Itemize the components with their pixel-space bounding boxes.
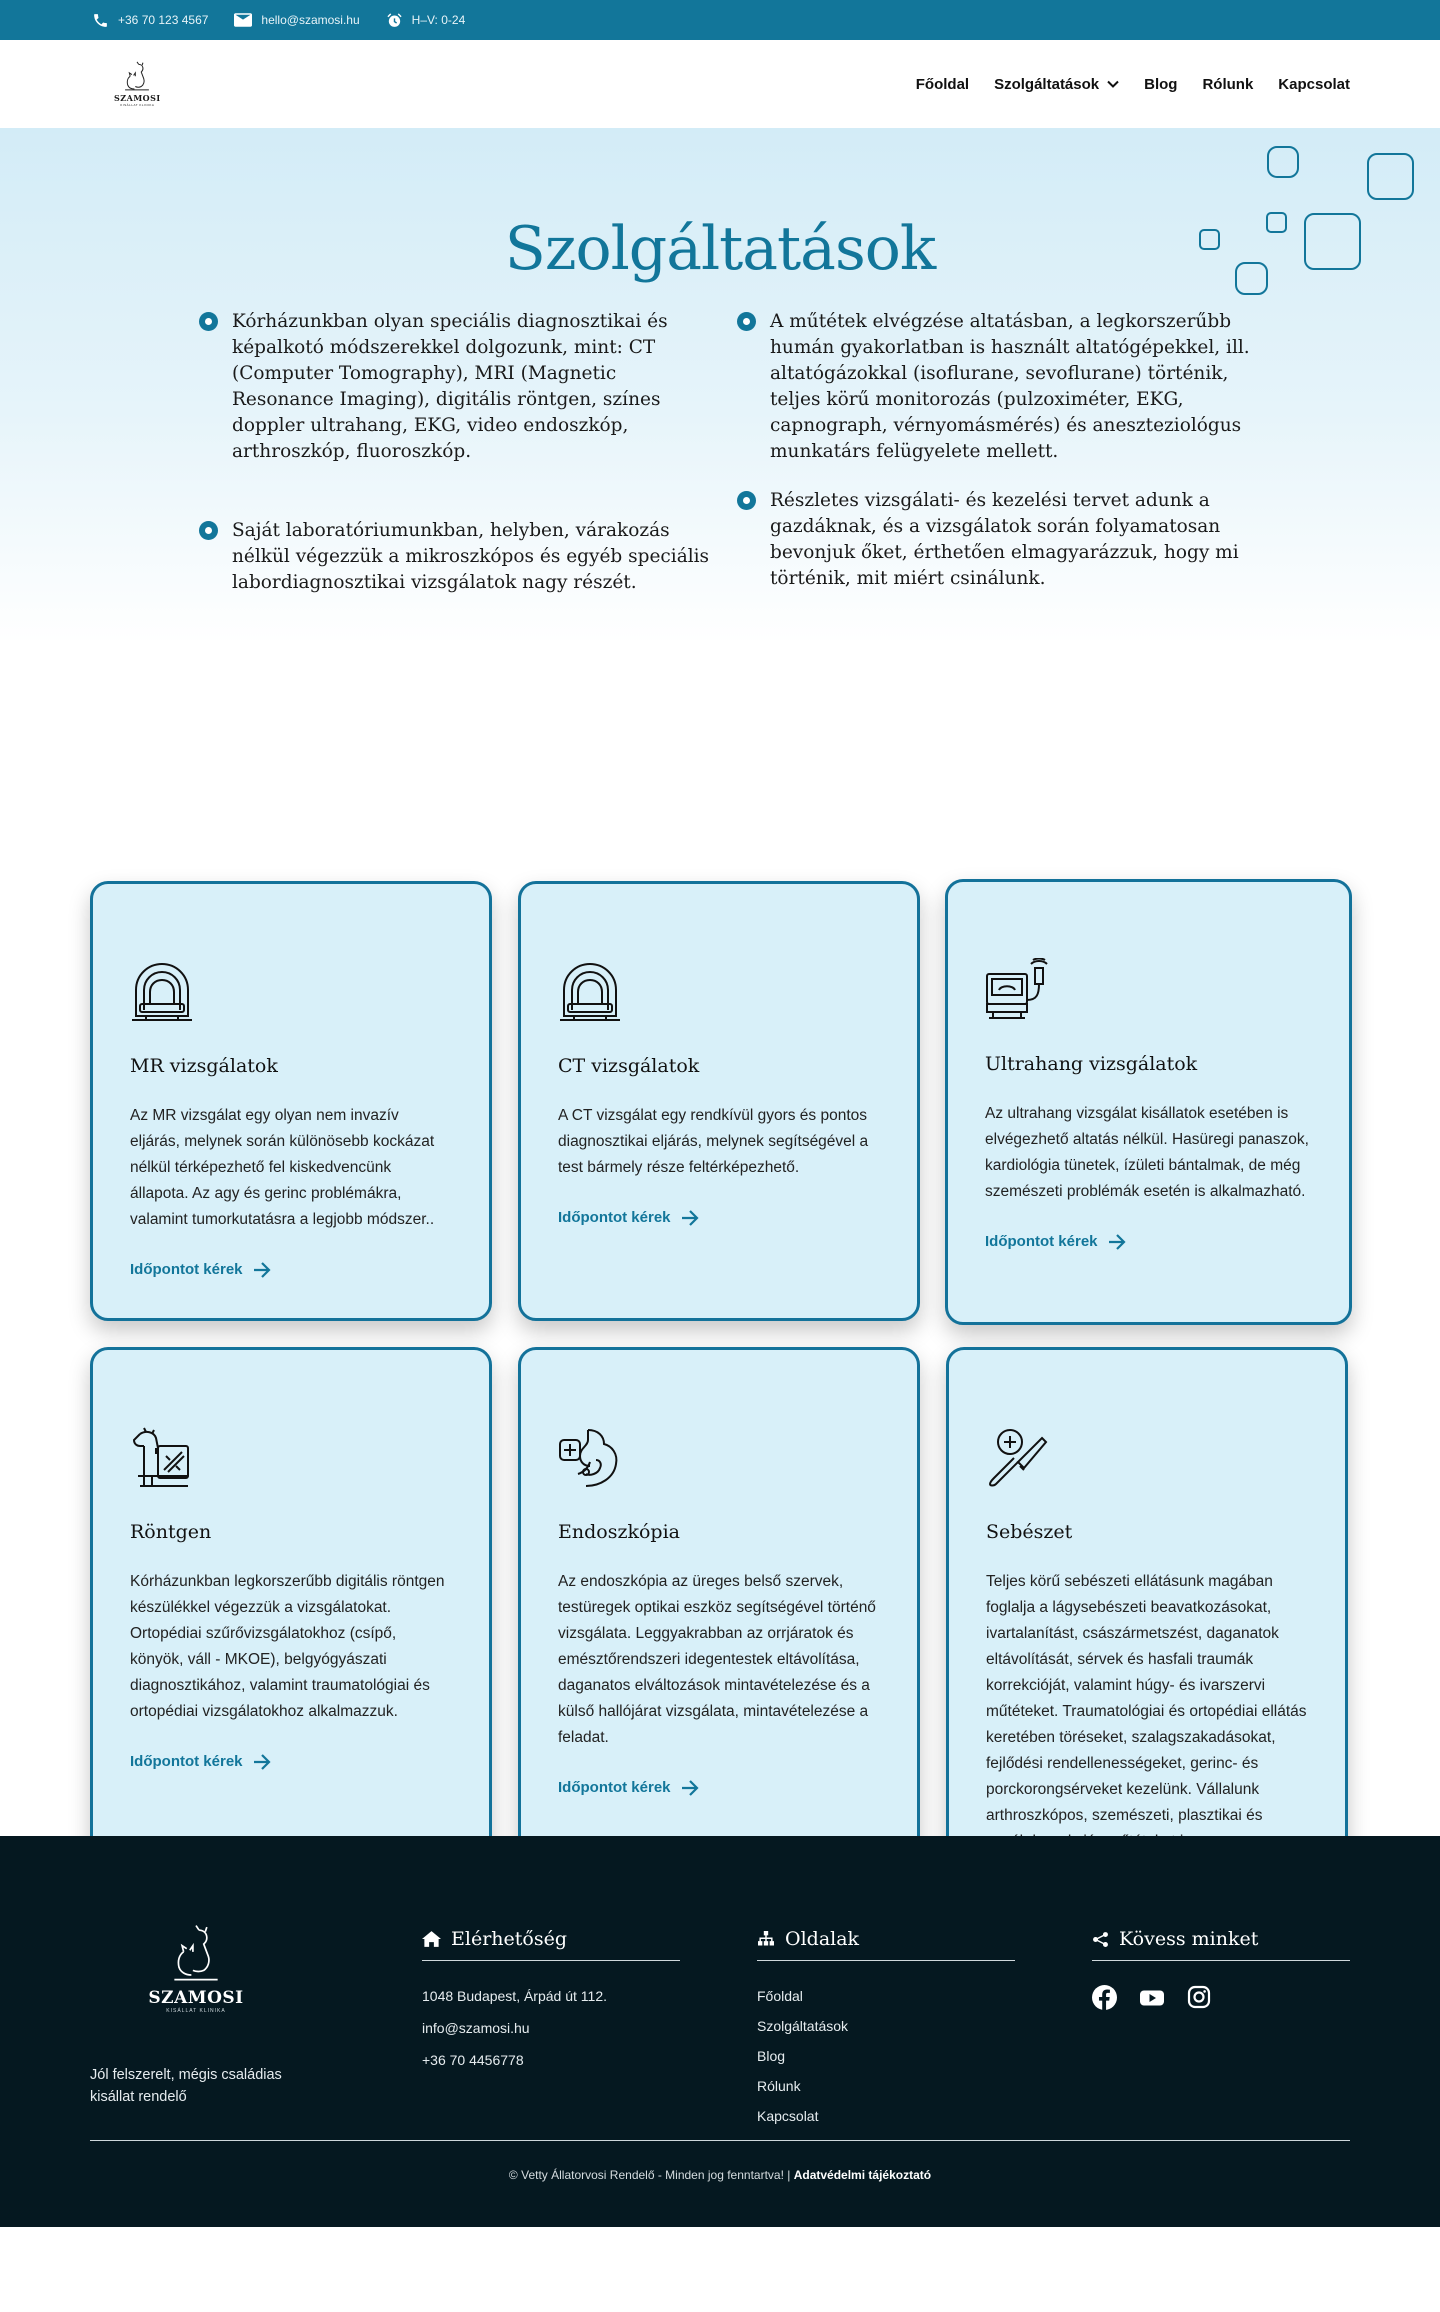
site-footer (0, 1836, 1440, 2227)
footer-tagline: Jól felszerelt, mégis családias kisállat rendelő (90, 2067, 282, 2105)
service-card-ultrasound (945, 879, 1352, 1325)
mail-icon (234, 13, 252, 27)
card-text: A CT vizsgálat egy rendkívül gyors és pontos diagnosztikai eljárás, melynek segítségével a test bármely része feltérképezhető. (558, 1107, 869, 1176)
logo-subtext: KISÁLLAT KLINIKA (120, 103, 155, 107)
card-text: Az endoszkópia az üreges belső szervek, testüregek optikai eszköz segítségével történő vizsgálata. Leggyakrabban az orrjáratok és emésztőrendszeri idegentestek eltávolítása, daganatos elváltozások mintavételezése és a külső hallójárat vizsgálata, mintavételezése a feladat. (558, 1573, 876, 1746)
footer-copyright (0, 2168, 1440, 2182)
topbar-hours-text: H–V: 0-24 (411, 13, 466, 27)
social-icons (1092, 1985, 1350, 2010)
appointment-link[interactable] (558, 1209, 881, 1226)
card-text: Az MR vizsgálat egy olyan nem invazív eljárás, melynek során különösebb kockázat nélkül térképezhető fel kiskedvencünk állapota. Az agy és gerinc problémákra, valamint tumorkutatásra a legjobb módszer.. (130, 1107, 435, 1228)
footer-social-title: Kövess minket (1119, 1928, 1259, 1950)
site-header (0, 40, 1440, 128)
bullet-dot-icon (199, 521, 218, 540)
scalpel-icon (986, 1426, 1050, 1490)
nav-item-blog[interactable]: Blog (1144, 75, 1178, 93)
footer-phone[interactable]: +36 70 4456778 (422, 2052, 524, 2068)
appointment-link[interactable] (558, 1779, 881, 1796)
logo-text: SZAMOSI (114, 93, 161, 103)
footer-social (1092, 1928, 1350, 2010)
sitemap-icon (757, 1931, 775, 1947)
chevron-down-icon (1107, 80, 1119, 88)
footer-link-about[interactable]: Rólunk (757, 2078, 801, 2094)
nav-item-about[interactable]: Rólunk (1202, 75, 1254, 93)
appointment-link-label: Időpontot kérek (558, 1779, 671, 1796)
bullet-text: Részletes vizsgálati- és kezelési tervet adunk a gazdáknak, és a vizsgálatok során folyamatosan bevonjuk őket, érthetően elmagyarázzuk, hogy mi történik, mit miért csinálunk. (770, 490, 1239, 589)
footer-address: 1048 Budapest, Árpád út 112. (422, 1988, 607, 2004)
service-card-ct (518, 881, 920, 1321)
topbar-phone[interactable] (92, 12, 208, 29)
bullet-column-right (737, 309, 1259, 596)
appointment-link-label: Időpontot kérek (985, 1233, 1098, 1250)
bullet-item (737, 488, 1259, 592)
arrow-right-icon (681, 1780, 699, 1796)
page-title: Szolgáltatások (504, 214, 936, 284)
main-nav (891, 76, 1350, 93)
services-cards (0, 643, 1440, 1836)
footer-link-services[interactable]: Szolgáltatások (757, 2018, 849, 2034)
footer-contact-title: Elérhetőség (451, 1928, 567, 1950)
bullet-dot-icon (737, 312, 756, 331)
home-icon (422, 1931, 441, 1947)
alarm-clock-icon (386, 12, 403, 29)
footer-link-contact[interactable]: Kapcsolat (757, 2108, 819, 2124)
footer-logo-text: SZAMOSI (148, 1988, 244, 2008)
endoscopy-icon (558, 1426, 622, 1490)
dog-cat-logo-icon (120, 61, 154, 95)
nav-item-services-label: Szolgáltatások (994, 75, 1100, 93)
dog-cat-logo-icon (165, 1924, 227, 1992)
card-title: Sebészet (986, 1521, 1073, 1543)
share-icon (1092, 1931, 1109, 1948)
appointment-link[interactable] (130, 1753, 453, 1770)
decor-square (1267, 146, 1299, 178)
footer-social-heading (1092, 1928, 1350, 1961)
topbar-email[interactable] (234, 13, 359, 27)
arrow-right-icon (253, 1754, 271, 1770)
dog-xray-icon (130, 1426, 194, 1490)
footer-pages (757, 1928, 1015, 2126)
hero-section (0, 128, 1440, 643)
card-title: Röntgen (130, 1521, 212, 1543)
appointment-link[interactable] (985, 1233, 1313, 1250)
hero-bullets (199, 309, 1259, 596)
footer-contact (422, 1928, 680, 2070)
appointment-link-label: Időpontot kérek (130, 1753, 243, 1770)
privacy-link[interactable]: Adatvédelmi tájékoztató (793, 2168, 932, 2182)
bullet-dot-icon (737, 491, 756, 510)
footer-pages-heading (757, 1928, 1015, 1961)
footer-logo-subtext: KISÁLLAT KLINIKA (166, 2008, 226, 2014)
facebook-icon[interactable] (1092, 1985, 1117, 2010)
bullet-item (737, 309, 1259, 465)
card-text: Kórházunkban legkorszerűbb digitális röntgen készülékkel végezzük a vizsgálatokat. Ortopédiai szűrővizsgálatokhoz (csípő, könyök, váll - MKOE), belgyógyászati diagnosztikához, valamint traumatológiai és ortopédiai vizsgálatokhoz alkalmazzuk. (130, 1573, 445, 1720)
appointment-link[interactable] (130, 1261, 453, 1278)
bullet-text: A műtétek elvégzése altatásban, a legkorszerűbb humán gyakorlatban is használt altatógépekkel, ill. altatógázokkal (isoflurane, sevoflurane) történik, teljes körű monitorozás (pulzoximéter, EKG, capnograph, vérnyomásmérés) és aneszteziológus munkatárs felügyelete mellett. (770, 311, 1250, 462)
card-title: MR vizsgálatok (130, 1055, 278, 1077)
topbar-hours (386, 12, 466, 29)
footer-logo[interactable] (150, 1924, 242, 2014)
appointment-link-label: Időpontot kérek (558, 1209, 671, 1226)
youtube-icon[interactable] (1139, 1985, 1165, 2010)
nav-item-services[interactable] (994, 76, 1119, 93)
phone-icon (92, 12, 109, 29)
footer-link-blog[interactable]: Blog (757, 2048, 786, 2064)
service-card-mr (90, 881, 492, 1321)
footer-divider (90, 2140, 1350, 2141)
bullet-column-left (199, 309, 719, 596)
decor-square (1367, 153, 1414, 200)
mri-scanner-icon (130, 960, 194, 1024)
card-title: Endoszkópia (558, 1521, 680, 1543)
card-text: Teljes körű sebészeti ellátásunk magában foglalja a lágysebészeti beavatkozásokat, ivartalanítást, császármetszést, daganatok eltávolítását, sérvek és hasfali traumák korrekcióját, valamint húgy- és ivarszervi műtéteket. Traumatológiai és ortopédiai ellátás keretében töréseket, szalagszakadásokat, fejlődési rendellenességeket, gerinc- és porckorongsérveket kezelünk. Vállalunk arthroszkópos, szemészeti, plasztikai és (986, 1573, 1307, 1824)
bullet-item (199, 518, 719, 596)
card-title: Ultrahang vizsgálatok (985, 1053, 1198, 1075)
footer-contact-heading (422, 1928, 680, 1961)
arrow-right-icon (681, 1210, 699, 1226)
footer-email[interactable]: info@szamosi.hu (422, 2020, 530, 2036)
ct-scanner-icon (558, 960, 622, 1024)
bullet-dot-icon (199, 312, 218, 331)
copyright-text: © Vetty Állatorvosi Rendelő - Minden jog fenntartva! | (508, 2168, 791, 2182)
ultrasound-machine-icon (985, 958, 1049, 1022)
appointment-link-label: Időpontot kérek (130, 1261, 243, 1278)
nav-item-home[interactable]: Főoldal (915, 75, 970, 93)
topbar-email-text: hello@szamosi.hu (261, 13, 360, 27)
topbar-phone-text: +36 70 123 4567 (118, 13, 209, 27)
instagram-icon[interactable] (1187, 1985, 1211, 2009)
arrow-right-icon (253, 1262, 271, 1278)
arrow-right-icon (1108, 1234, 1126, 1250)
bullet-text: Kórházunkban olyan speciális diagnosztikai és képalkotó módszerekkel dolgozunk, mint: CT (Computer Tomography), MRI (Magnetic Resonance Imaging), digitális röntgen, színes doppler ultrahang, EKG, video endoszkóp, arthroszkóp, fluoroszkóp. (232, 311, 668, 462)
bullet-item (199, 309, 719, 465)
footer-pages-title: Oldalak (785, 1928, 860, 1950)
card-title: CT vizsgálatok (558, 1055, 700, 1077)
nav-item-contact[interactable]: Kapcsolat (1278, 75, 1350, 93)
bullet-text: Saját laboratóriumunkban, helyben, várakozás nélkül végezzük a mikroszkópos és egyéb speciális labordiagnosztikai vizsgálatok nagy részét. (232, 520, 710, 593)
footer-link-home[interactable]: Főoldal (757, 1988, 803, 2004)
logo[interactable] (114, 61, 161, 107)
card-text: Az ultrahang vizsgálat kisállatok esetében is elvégezhető altatás nélkül. Hasüregi panaszok, kardiológia tünetek, ízületi bántalmak, de még szemészeti problémák esetén is alkalmazható. (985, 1105, 1309, 1200)
top-bar (0, 0, 1440, 40)
